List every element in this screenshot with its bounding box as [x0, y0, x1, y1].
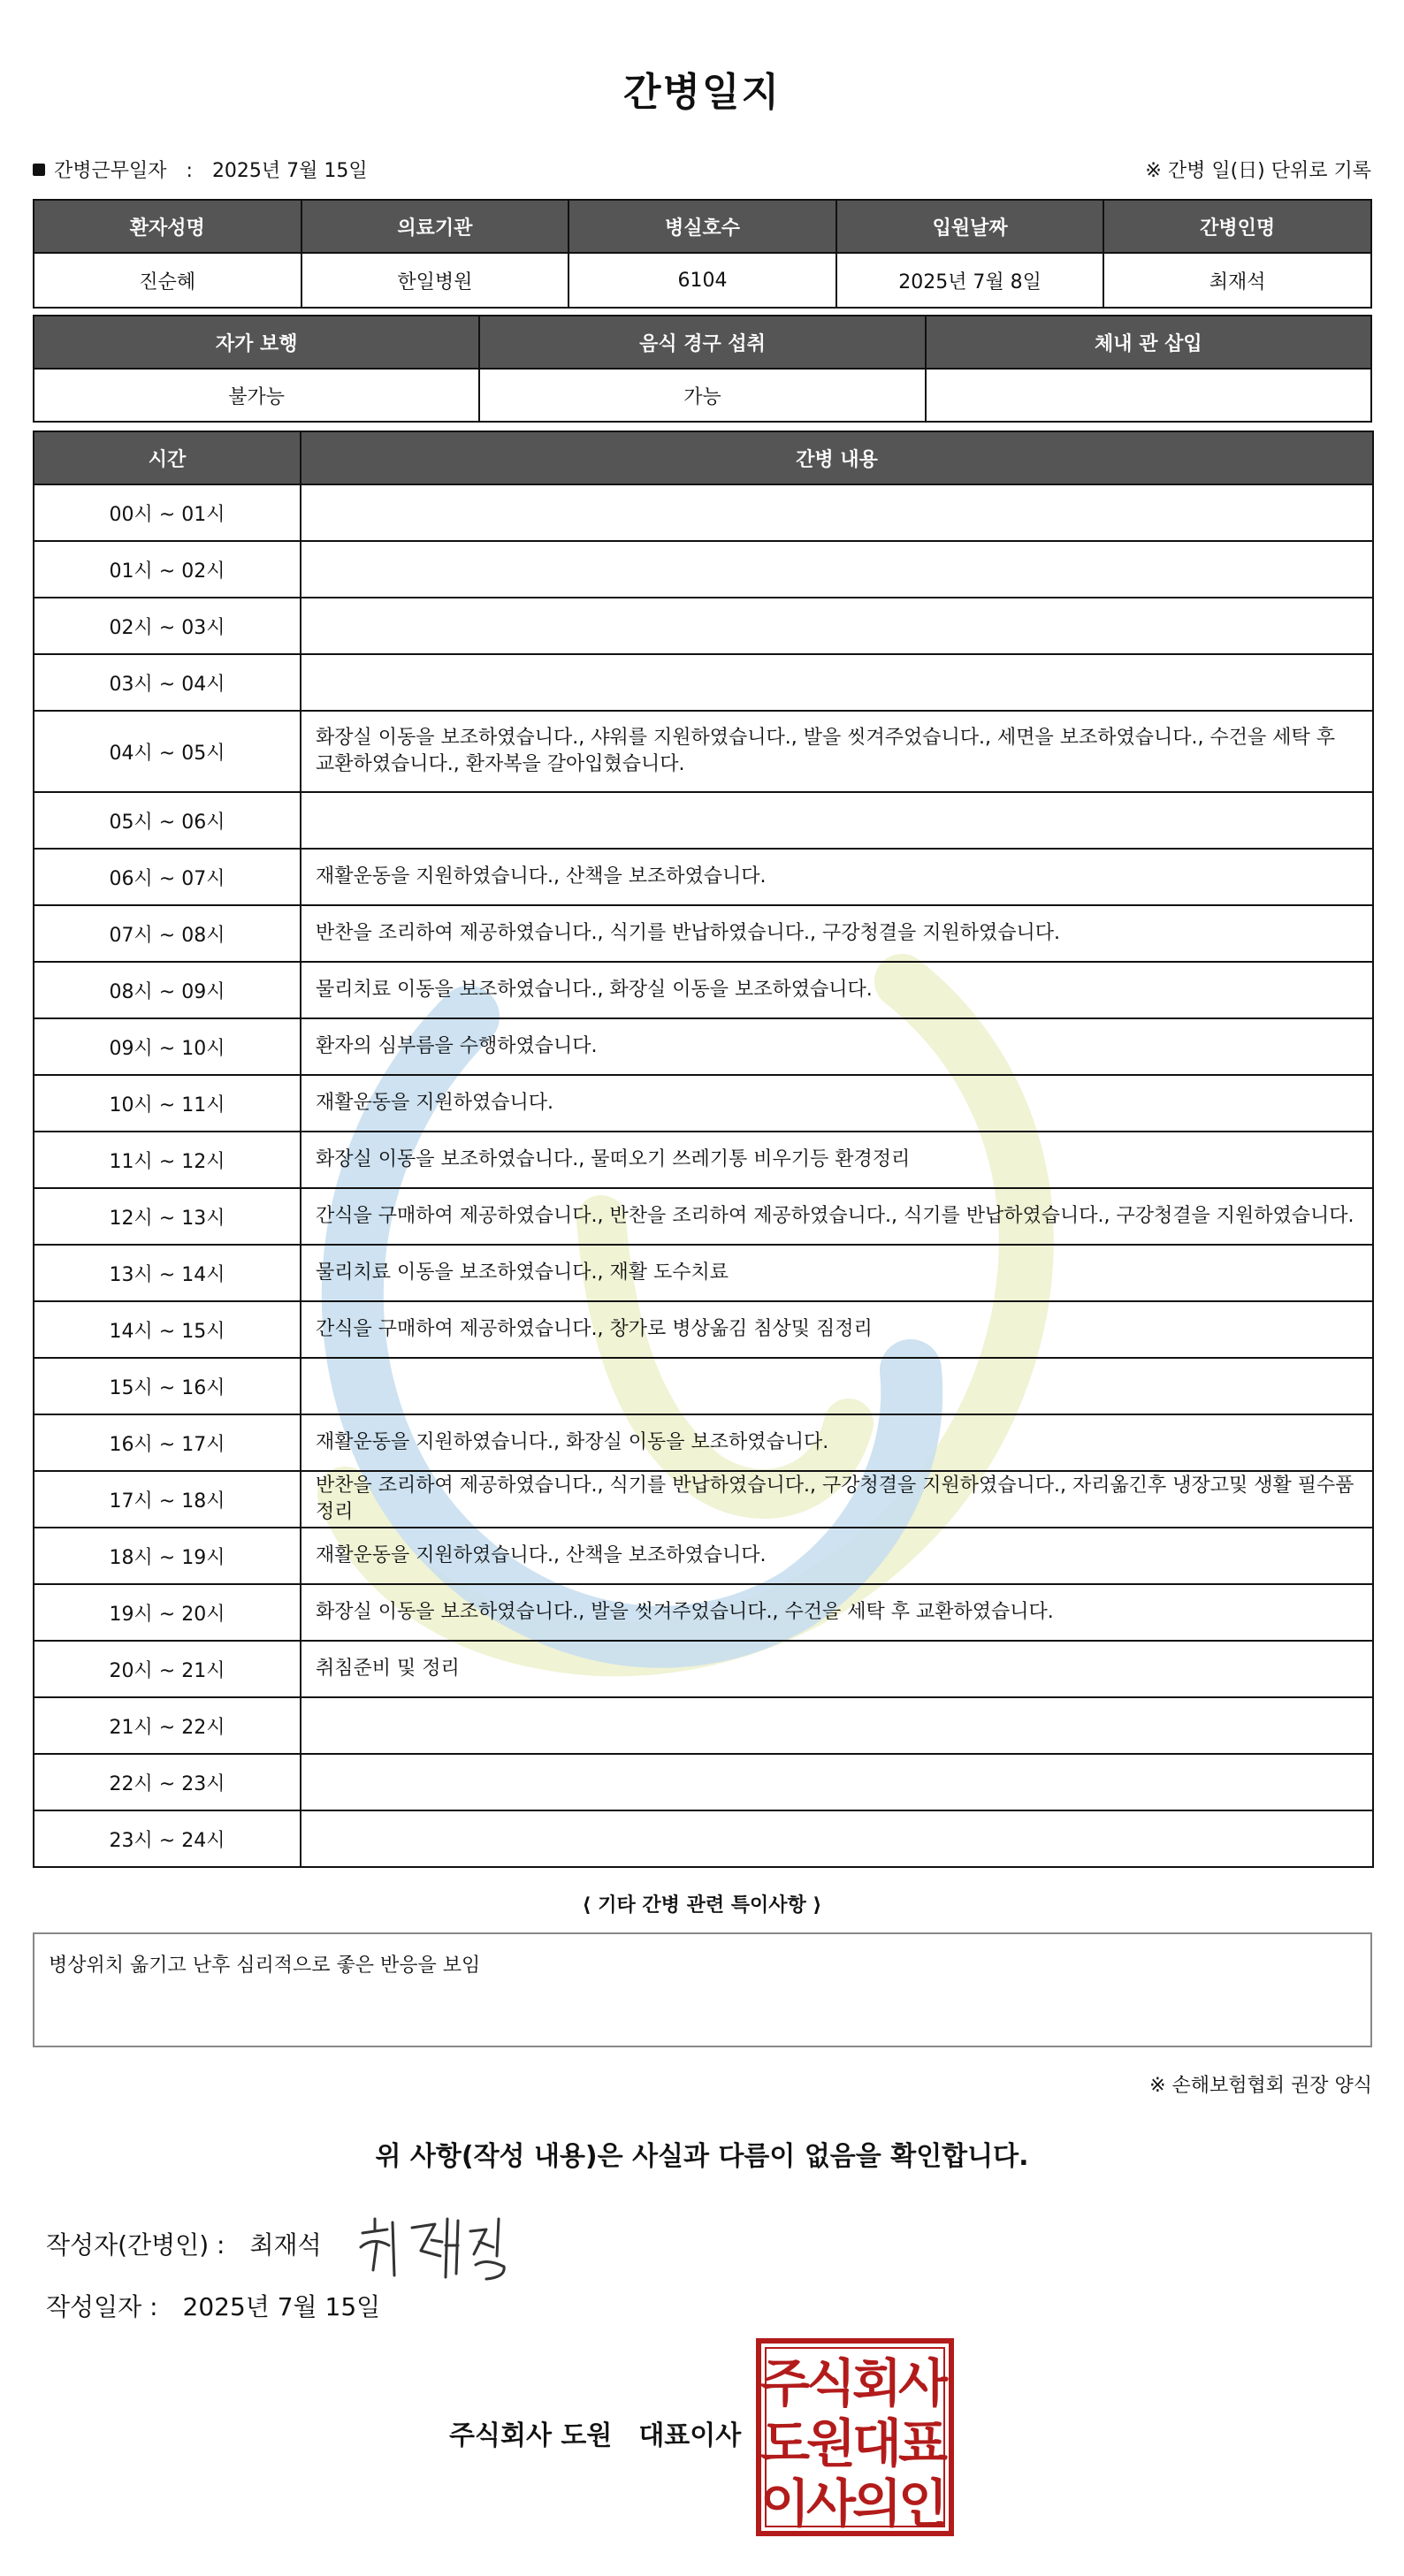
table-row [34, 962, 1373, 1018]
header-room-number: 병실호수 [568, 200, 836, 253]
row-time: 10시 ~ 11시 [34, 1075, 301, 1132]
row-time: 23시 ~ 24시 [34, 1810, 301, 1867]
remarks-text: 병상위치 옮기고 난후 심리적으로 좋은 반응을 보임 [49, 1955, 481, 1977]
form-source-note: ※ 손해보험협회 권장 양식 [1149, 2075, 1372, 2097]
header-care-content: 간병 내용 [301, 431, 1373, 484]
row-care-content [301, 792, 1373, 849]
row-time: 04시 ~ 05시 [34, 711, 301, 792]
written-date: 2025년 7월 15일 [182, 2292, 381, 2321]
row-care-content [301, 1754, 1373, 1810]
work-date [33, 156, 368, 183]
work-date-value: 2025년 7월 15일 [211, 160, 368, 182]
table-row [34, 484, 1373, 541]
table-row [34, 1584, 1373, 1641]
written-date-label: 작성일자 : [46, 2292, 158, 2321]
work-date-label: 간병근무일자 [54, 160, 167, 182]
row-care-content: 화장실 이동을 보조하였습니다., 샤워를 지원하였습니다., 발을 씻겨주었습니다., 세면을 보조하였습니다., 수건을 세탁 후 교환하였습니다., 환자복을 갈아입혔습니다. [301, 711, 1373, 792]
row-care-content: 물리치료 이동을 보조하였습니다., 재활 도수치료 [301, 1245, 1373, 1301]
row-time: 14시 ~ 15시 [34, 1301, 301, 1358]
table-row [34, 792, 1373, 849]
table-row [34, 1471, 1373, 1528]
table-row [34, 1301, 1373, 1358]
row-time: 08시 ~ 09시 [34, 962, 301, 1018]
company-line [449, 2413, 741, 2452]
square-bullet-icon [33, 164, 45, 176]
row-care-content [301, 1358, 1373, 1414]
row-care-content: 환자의 심부름을 수행하였습니다. [301, 1018, 1373, 1075]
row-time: 16시 ~ 17시 [34, 1414, 301, 1471]
row-care-content: 간식을 구매하여 제공하였습니다., 창가로 병상옮김 침상및 짐정리 [301, 1301, 1373, 1358]
handwritten-signature [354, 2206, 522, 2286]
writer-line [46, 2226, 322, 2261]
table-row [34, 1414, 1373, 1471]
row-time: 09시 ~ 10시 [34, 1018, 301, 1075]
header-institution: 의료기관 [301, 200, 569, 253]
ceo-title: 대표이사 [638, 2420, 742, 2451]
table-row [34, 1641, 1373, 1697]
hourly-care-log-table [33, 431, 1374, 1868]
row-time: 18시 ~ 19시 [34, 1528, 301, 1584]
remarks-box [33, 1932, 1372, 2047]
company-name: 주식회사 도원 [449, 2420, 613, 2451]
remarks-title: ⟨ 기타 간병 관련 특이사항 ⟩ [582, 1894, 822, 1917]
seal-glyph: 주 [759, 2353, 811, 2413]
row-care-content: 재활운동을 지원하였습니다., 산책을 보조하였습니다. [301, 1528, 1373, 1584]
row-time: 21시 ~ 22시 [34, 1697, 301, 1754]
seal-glyph: 의 [851, 2473, 903, 2534]
patient-name: 진순혜 [34, 253, 301, 308]
self-walking: 불가능 [34, 369, 479, 422]
row-care-content: 취침준비 및 정리 [301, 1641, 1373, 1697]
header-admission-date: 입원날짜 [836, 200, 1104, 253]
table-row [34, 1358, 1373, 1414]
row-time: 00시 ~ 01시 [34, 484, 301, 541]
seal-glyph: 식 [805, 2353, 857, 2413]
care-log-rows [34, 484, 1373, 1867]
row-care-content: 재활운동을 지원하였습니다., 산책을 보조하였습니다. [301, 849, 1373, 905]
row-time: 20시 ~ 21시 [34, 1641, 301, 1697]
row-time: 22시 ~ 23시 [34, 1754, 301, 1810]
company-seal [755, 2337, 955, 2537]
row-care-content: 반찬을 조리하여 제공하였습니다., 식기를 반납하였습니다., 구강청결을 지원하였습니다., 자리옮긴후 냉장고및 생활 필수품 정리 [301, 1471, 1373, 1528]
row-care-content [301, 1697, 1373, 1754]
patient-condition-table [33, 315, 1372, 423]
tube-insertion [926, 369, 1371, 422]
institution: 한일병원 [301, 253, 569, 308]
row-time: 06시 ~ 07시 [34, 849, 301, 905]
row-time: 15시 ~ 16시 [34, 1358, 301, 1414]
table-row [34, 541, 1373, 598]
colon-separator: : [186, 160, 193, 182]
header-self-walking: 자가 보행 [34, 316, 479, 369]
row-care-content: 화장실 이동을 보조하였습니다., 물떠오기 쓰레기통 비우기등 환경정리 [301, 1132, 1373, 1188]
record-unit-note: ※ 간병 일(日) 단위로 기록 [1145, 160, 1371, 182]
table-row [34, 1754, 1373, 1810]
written-date-line [46, 2288, 380, 2323]
table-row [34, 598, 1373, 654]
row-time: 03시 ~ 04시 [34, 654, 301, 711]
writer-label: 작성자(간병인) : [46, 2230, 225, 2260]
row-care-content [301, 598, 1373, 654]
row-care-content: 재활운동을 지원하였습니다., 화장실 이동을 보조하였습니다. [301, 1414, 1373, 1471]
row-time: 07시 ~ 08시 [34, 905, 301, 962]
oral-intake: 가능 [479, 369, 925, 422]
row-care-content [301, 484, 1373, 541]
patient-info-table [33, 199, 1372, 309]
header-time: 시간 [34, 431, 301, 484]
row-time: 02시 ~ 03시 [34, 598, 301, 654]
table-row [34, 1188, 1373, 1245]
row-time: 17시 ~ 18시 [34, 1471, 301, 1528]
document-title: 간병일지 [622, 70, 781, 115]
row-care-content: 반찬을 조리하여 제공하였습니다., 식기를 반납하였습니다., 구강청결을 지원하였습니다. [301, 905, 1373, 962]
header-patient-name: 환자성명 [34, 200, 301, 253]
table-row [34, 711, 1373, 792]
room-number: 6104 [568, 253, 836, 308]
table-row [34, 849, 1373, 905]
row-time: 13시 ~ 14시 [34, 1245, 301, 1301]
row-care-content [301, 541, 1373, 598]
header-oral-intake: 음식 경구 섭취 [479, 316, 925, 369]
seal-glyph: 사 [897, 2353, 949, 2413]
table-row [34, 905, 1373, 962]
row-time: 19시 ~ 20시 [34, 1584, 301, 1641]
row-care-content: 물리치료 이동을 보조하였습니다., 화장실 이동을 보조하였습니다. [301, 962, 1373, 1018]
row-time: 12시 ~ 13시 [34, 1188, 301, 1245]
row-time: 01시 ~ 02시 [34, 541, 301, 598]
work-date-row [33, 156, 1371, 182]
seal-glyph: 대 [851, 2413, 903, 2473]
seal-glyph: 인 [897, 2473, 949, 2534]
row-time: 11시 ~ 12시 [34, 1132, 301, 1188]
row-care-content: 재활운동을 지원하였습니다. [301, 1075, 1373, 1132]
header-caregiver-name: 간병인명 [1103, 200, 1371, 253]
table-row [34, 1697, 1373, 1754]
table-row [34, 1810, 1373, 1867]
row-care-content: 화장실 이동을 보조하였습니다., 발을 씻겨주었습니다., 수건을 세탁 후 교환하였습니다. [301, 1584, 1373, 1641]
table-row [34, 1132, 1373, 1188]
table-row [34, 654, 1373, 711]
row-care-content [301, 654, 1373, 711]
seal-glyph: 회 [851, 2353, 903, 2413]
seal-glyph: 사 [805, 2473, 857, 2534]
writer-name: 최재석 [249, 2230, 322, 2260]
seal-glyph: 표 [897, 2413, 949, 2473]
admission-date: 2025년 7월 8일 [836, 253, 1104, 308]
row-time: 05시 ~ 06시 [34, 792, 301, 849]
row-care-content [301, 1810, 1373, 1867]
row-care-content: 간식을 구매하여 제공하였습니다., 반찬을 조리하여 제공하였습니다., 식기를 반납하였습니다., 구강청결을 지원하였습니다. [301, 1188, 1373, 1245]
seal-glyph: 원 [805, 2413, 857, 2473]
table-row [34, 1018, 1373, 1075]
seal-glyph: 이 [759, 2473, 811, 2534]
table-row [34, 1075, 1373, 1132]
header-tube-insertion: 체내 관 삽입 [926, 316, 1371, 369]
table-row [34, 1245, 1373, 1301]
table-row [34, 1528, 1373, 1584]
seal-glyph: 도 [759, 2413, 811, 2473]
confirmation-statement: 위 사항(작성 내용)은 사실과 다름이 없음을 확인합니다. [375, 2141, 1029, 2172]
caregiver-name: 최재석 [1103, 253, 1371, 308]
